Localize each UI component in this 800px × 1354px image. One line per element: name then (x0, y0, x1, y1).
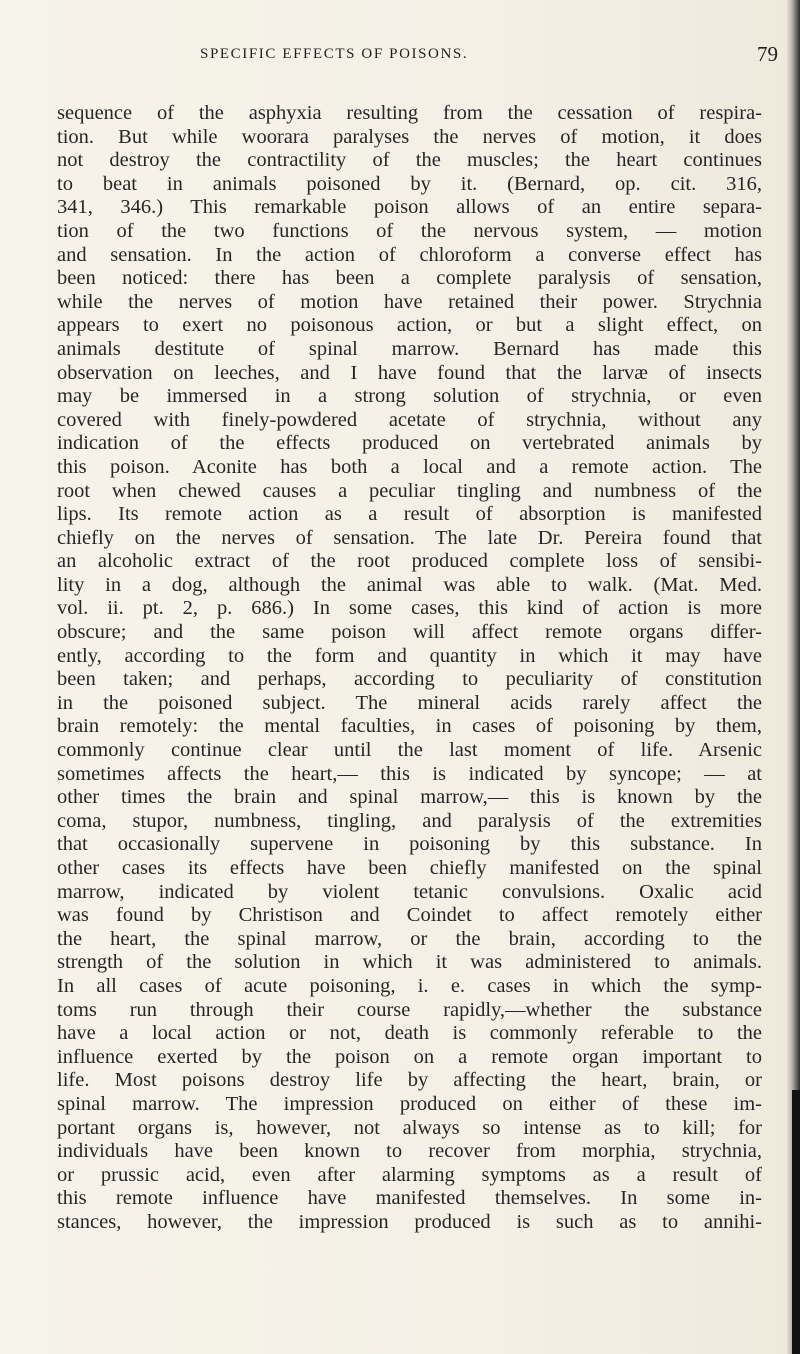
text-line: was found by Christison and Coindet to affect remotely either (57, 904, 762, 927)
text-line: influence exerted by the poison on a remote organ important to (57, 1045, 762, 1068)
text-line: indication of the effects produced on vertebrated animals by (57, 432, 762, 455)
text-line: and sensation. In the action of chloroform a converse effect has (57, 243, 762, 266)
text-line: the heart, the spinal marrow, or the brain, according to the (57, 927, 762, 950)
text-line: while the nerves of motion have retained their power. Strychnia (57, 290, 762, 313)
text-line: life. Most poisons destroy life by affecting the heart, brain, or (57, 1069, 762, 1092)
text-line: covered with finely-powdered acetate of strychnia, without any (57, 408, 762, 431)
text-line: been noticed: there has been a complete paralysis of sensation, (57, 267, 762, 290)
page-number: 79 (757, 42, 778, 66)
text-line: sequence of the asphyxia resulting from the cessation of respira- (57, 102, 762, 124)
binding-edge (792, 1090, 800, 1354)
text-line: commonly continue clear until the last moment of life. Arsenic (57, 739, 762, 762)
text-line: chiefly on the nerves of sensation. The late Dr. Pereira found that (57, 526, 762, 549)
text-line: 341, 346.) This remarkable poison allows of an entire separa- (57, 196, 762, 219)
text-line: strength of the solution in which it was administered to animals. (57, 951, 762, 974)
text-line: lity in a dog, although the animal was able to walk. (Mat. Med. (57, 573, 762, 596)
text-line: stances, however, the impression produced is such as to annihi- (57, 1210, 762, 1233)
text-line: this remote influence have manifested themselves. In some in- (57, 1187, 762, 1210)
text-line: lips. Its remote action as a result of absorption is manifested (57, 503, 762, 526)
text-line: individuals have been known to recover from morphia, strychnia, (57, 1140, 762, 1163)
text-line: marrow, indicated by violent tetanic convulsions. Oxalic acid (57, 880, 762, 903)
text-line: been taken; and perhaps, according to peculiarity of constitution (57, 668, 762, 691)
text-line: coma, stupor, numbness, tingling, and paralysis of the extremities (57, 809, 762, 832)
text-line: obscure; and the same poison will affect remote organs differ- (57, 621, 762, 644)
text-line: not destroy the contractility of the muscles; the heart continues (57, 149, 762, 172)
text-line: observation on leeches, and I have found that the larvæ of insects (57, 361, 762, 384)
text-line: this poison. Aconite has both a local and a remote action. The (57, 455, 762, 478)
text-line: tion of the two functions of the nervous system, — motion (57, 219, 762, 242)
text-line: In all cases of acute poisoning, i. e. cases in which the symp- (57, 974, 762, 997)
text-line: sometimes affects the heart,— this is indicated by syncope; — at (57, 762, 762, 785)
text-line: other cases its effects have been chiefly manifested on the spinal (57, 857, 762, 879)
text-line: animals destitute of spinal marrow. Bernard has made this (57, 337, 762, 360)
running-head: SPECIFIC EFFECTS OF POISONS. (200, 46, 469, 62)
body-text (57, 102, 762, 1235)
text-line: toms run through their course rapidly,—whether the substance (57, 998, 762, 1021)
text-line: ently, according to the form and quantity in which it may have (57, 644, 762, 667)
text-line: that occasionally supervene in poisoning by this substance. In (57, 833, 762, 856)
text-line: brain remotely: the mental faculties, in cases of poisoning by them, (57, 715, 762, 738)
text-line: may be immersed in a strong solution of strychnia, or even (57, 385, 762, 408)
text-line: appears to exert no poisonous action, or but a slight effect, on (57, 314, 762, 337)
text-line: have a local action or not, death is commonly referable to the (57, 1022, 762, 1045)
text-line: other times the brain and spinal marrow,— this is known by the (57, 786, 762, 809)
text-line: in the poisoned subject. The mineral acids rarely affect the (57, 691, 762, 714)
text-line: tion. But while woorara paralyses the nerves of motion, it does (57, 125, 762, 148)
text-line: portant organs is, however, not always so intense as to kill; for (57, 1116, 762, 1139)
text-line: root when chewed causes a peculiar tingling and numbness of the (57, 479, 762, 502)
text-line: spinal marrow. The impression produced on either of these im- (57, 1092, 762, 1115)
text-line: to beat in animals poisoned by it. (Bernard, op. cit. 316, (57, 172, 762, 195)
page-header (200, 42, 800, 72)
text-line: an alcoholic extract of the root produced complete loss of sensibi- (57, 550, 762, 573)
text-line: or prussic acid, even after alarming symptoms as a result of (57, 1163, 762, 1186)
text-line: vol. ii. pt. 2, p. 686.) In some cases, this kind of action is more (57, 597, 762, 620)
